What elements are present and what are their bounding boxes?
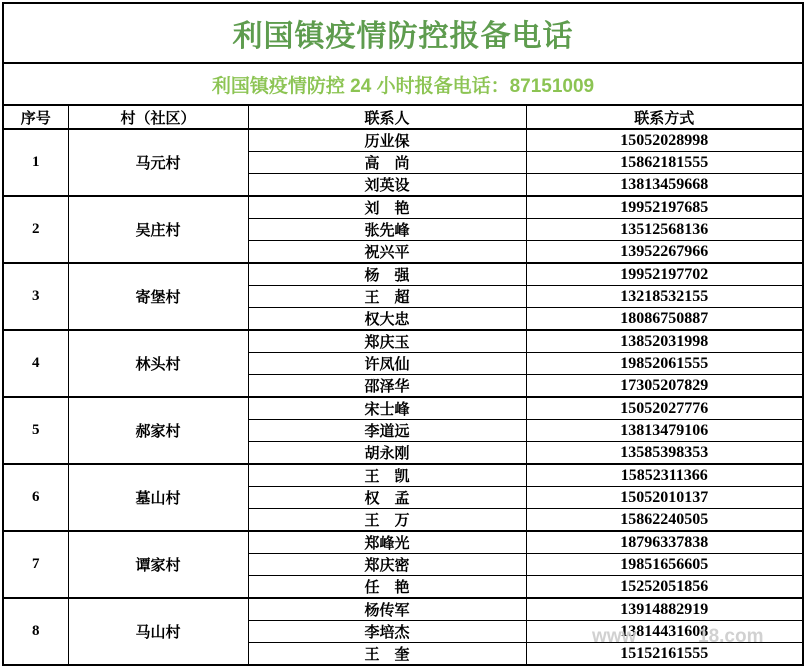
phone-cell: 19952197685 — [526, 196, 803, 219]
village-cell: 林头村 — [68, 330, 248, 397]
contact-name-cell: 刘 艳 — [248, 196, 526, 219]
contact-name-cell: 祝兴平 — [248, 241, 526, 264]
phone-cell: 15852311366 — [526, 464, 803, 487]
contact-name-cell: 王 奎 — [248, 643, 526, 666]
phone-cell: 19952197702 — [526, 263, 803, 286]
contact-name-cell: 权大忠 — [248, 308, 526, 331]
table-row — [3, 129, 803, 152]
contact-name-cell: 郑庆密 — [248, 554, 526, 576]
phone-cell: 15862240505 — [526, 509, 803, 532]
phone-directory-page — [0, 2, 804, 663]
phone-cell: 15862181555 — [526, 152, 803, 174]
hotline-subtitle: 利国镇疫情防控 24 小时报备电话：87151009 — [211, 75, 595, 97]
phone-cell: 13218532155 — [526, 286, 803, 308]
phone-cell: 13852031998 — [526, 330, 803, 353]
contact-name-cell: 郑庆玉 — [248, 330, 526, 353]
table-header-row — [3, 105, 803, 129]
header-village: 村（社区） — [68, 105, 248, 129]
contact-name-cell: 杨 强 — [248, 263, 526, 286]
contact-name-cell: 权 孟 — [248, 487, 526, 509]
phone-cell: 17305207829 — [526, 375, 803, 398]
phone-cell: 15052028998 — [526, 129, 803, 152]
village-cell: 墓山村 — [68, 464, 248, 531]
village-cell: 郝家村 — [68, 397, 248, 464]
contact-name-cell: 李培杰 — [248, 621, 526, 643]
title-row — [3, 3, 803, 63]
contact-name-cell: 张先峰 — [248, 219, 526, 241]
contact-name-cell: 宋士峰 — [248, 397, 526, 420]
phone-cell: 15052010137 — [526, 487, 803, 509]
table-row — [3, 531, 803, 554]
contact-name-cell: 李道远 — [248, 420, 526, 442]
contact-name-cell: 杨传军 — [248, 598, 526, 621]
no-cell: 2 — [3, 196, 68, 263]
contact-name-cell: 刘英设 — [248, 174, 526, 197]
village-cell: 谭家村 — [68, 531, 248, 598]
contact-name-cell: 许凤仙 — [248, 353, 526, 375]
phone-cell: 15052027776 — [526, 397, 803, 420]
phone-cell: 15152161555 — [526, 643, 803, 666]
no-cell: 5 — [3, 397, 68, 464]
village-cell: 马山村 — [68, 598, 248, 665]
phone-cell: 13813479106 — [526, 420, 803, 442]
watermark-fragment-left: www — [592, 626, 637, 647]
village-cell: 马元村 — [68, 129, 248, 196]
table-row — [3, 464, 803, 487]
phone-cell: 19852061555 — [526, 353, 803, 375]
no-cell: 6 — [3, 464, 68, 531]
no-cell: 1 — [3, 129, 68, 196]
phone-cell: 13585398353 — [526, 442, 803, 465]
no-cell: 7 — [3, 531, 68, 598]
phone-cell: 13952267966 — [526, 241, 803, 264]
contact-name-cell: 胡永刚 — [248, 442, 526, 465]
contact-name-cell: 王 超 — [248, 286, 526, 308]
phone-cell: 13814431608 — [526, 621, 803, 643]
no-cell: 8 — [3, 598, 68, 665]
phone-cell: 18086750887 — [526, 308, 803, 331]
phone-cell: 13914882919 — [526, 598, 803, 621]
phone-cell: 19851656605 — [526, 554, 803, 576]
table-row — [3, 598, 803, 621]
phone-cell: 18796337838 — [526, 531, 803, 554]
phone-cell: 15252051856 — [526, 576, 803, 599]
no-cell: 4 — [3, 330, 68, 397]
contact-name-cell: 历业保 — [248, 129, 526, 152]
village-cell: 吴庄村 — [68, 196, 248, 263]
contact-name-cell: 郑峰光 — [248, 531, 526, 554]
phone-cell: 13813459668 — [526, 174, 803, 197]
header-no: 序号 — [3, 105, 68, 129]
village-cell: 寄堡村 — [68, 263, 248, 330]
contact-name-cell: 王 凯 — [248, 464, 526, 487]
contact-name-cell: 邵泽华 — [248, 375, 526, 398]
contact-name-cell: 任 艳 — [248, 576, 526, 599]
watermark-fragment-right: 18.com — [698, 626, 764, 647]
table-row — [3, 263, 803, 286]
subtitle-row — [3, 63, 803, 105]
contact-name-cell: 王 万 — [248, 509, 526, 532]
table-row — [3, 397, 803, 420]
no-cell: 3 — [3, 263, 68, 330]
phone-cell: 13512568136 — [526, 219, 803, 241]
phone-directory-table — [2, 2, 804, 666]
header-contact: 联系人 — [248, 105, 526, 129]
table-row — [3, 330, 803, 353]
contact-name-cell: 高 尚 — [248, 152, 526, 174]
table-row — [3, 196, 803, 219]
page-title: 利国镇疫情防控报备电话 — [232, 20, 574, 53]
header-phone: 联系方式 — [526, 105, 803, 129]
